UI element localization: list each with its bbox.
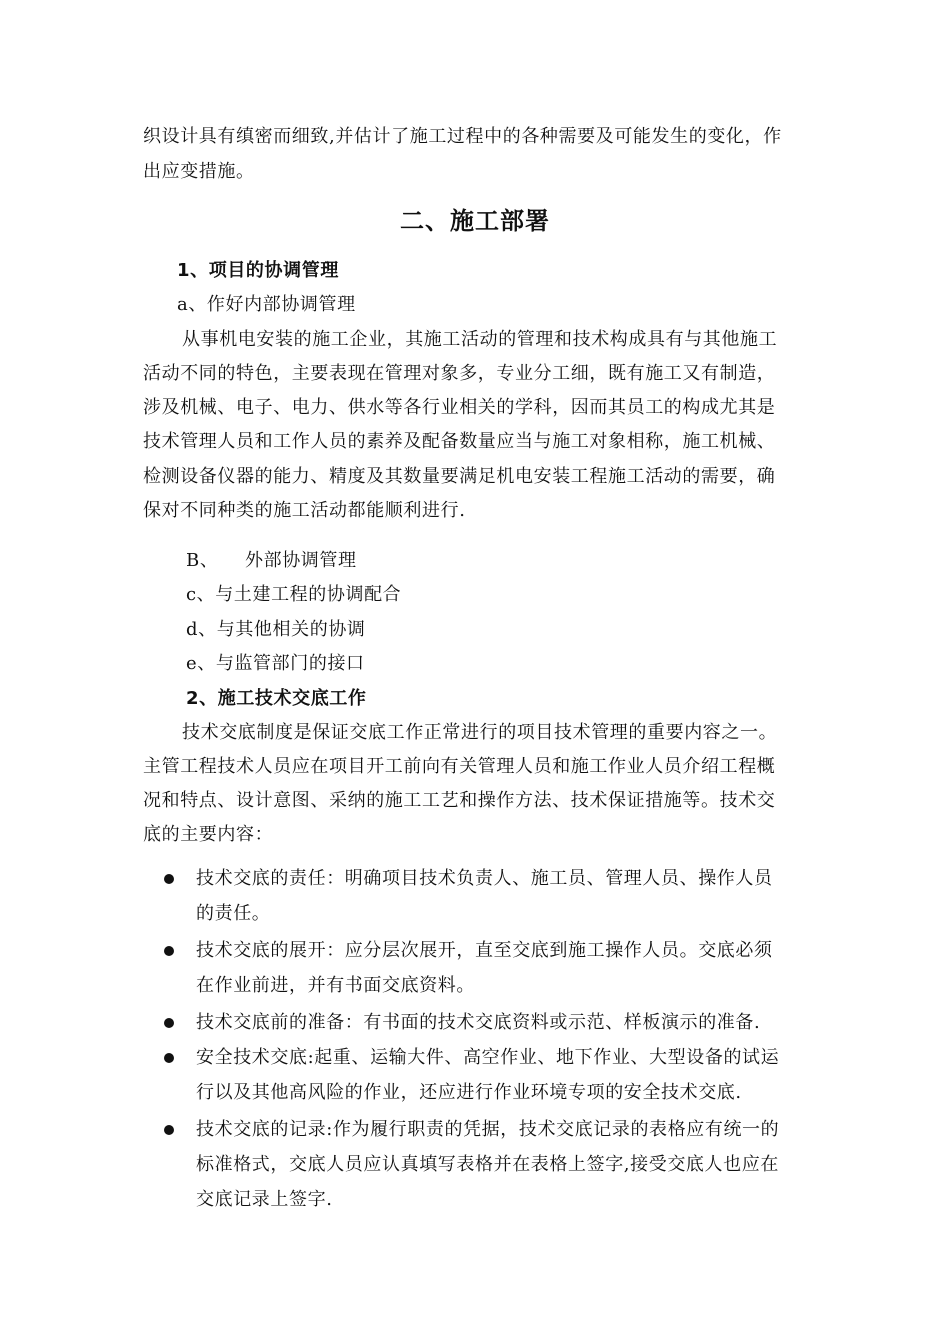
subsection-title-2: 2、施工技术交底工作 (186, 688, 367, 709)
paragraph-line: 况和特点、设计意图、采纳的施工工艺和操作方法、技术保证措施等。技术交 (143, 790, 776, 811)
item-b-title: 外部协调管理 (245, 550, 357, 571)
bullet-line: 技术交底的展开：应分层次展开，直至交底到施工操作人员。交底必须 (196, 940, 773, 961)
bullet-line: 技术交底的责任：明确项目技术负责人、施工员、管理人员、操作人员 (196, 868, 773, 889)
bullet-line: 在作业前进，并有书面交底资料。 (196, 975, 475, 996)
bullet-line: 的责任。 (196, 903, 271, 924)
bullet-line: 标准格式，交底人员应认真填写表格并在表格上签字,接受交底人也应在 (196, 1154, 779, 1175)
bullet-dot-icon (164, 874, 174, 884)
item-c-title: c、与土建工程的协调配合 (186, 584, 402, 605)
bullet-dot-icon (164, 1053, 174, 1063)
paragraph-line: 检测设备仪器的能力、精度及其数量要满足机电安装工程施工活动的需要，确 (143, 466, 776, 487)
subsection-title-1: 1、项目的协调管理 (177, 260, 339, 281)
bullet-line: 行以及其他高风险的作业，还应进行作业环境专项的安全技术交底. (196, 1082, 742, 1103)
bullet-dot-icon (164, 1125, 174, 1135)
item-e-title: e、与监管部门的接口 (186, 653, 365, 674)
bullet-line: 交底记录上签字. (196, 1189, 333, 1210)
section-title: 二、施工部署 (400, 207, 550, 235)
bullet-dot-icon (164, 946, 174, 956)
intro-line-1: 织设计具有缜密而细致,并估计了施工过程中的各种需要及可能发生的变化，作 (143, 126, 782, 147)
bullet-line: 技术交底前的准备：有书面的技术交底资料或示范、样板演示的准备. (196, 1012, 761, 1033)
paragraph-line: 保对不同种类的施工活动都能顺利进行. (143, 500, 466, 521)
paragraph-line: 从事机电安装的施工企业，其施工活动的管理和技术构成具有与其他施工 (182, 329, 778, 350)
paragraph-line: 活动不同的特色，主要表现在管理对象多，专业分工细，既有施工又有制造， (143, 363, 776, 384)
paragraph-line: 底的主要内容： (143, 824, 274, 845)
bullet-line: 安全技术交底:起重、运输大件、高空作业、地下作业、大型设备的试运 (196, 1047, 780, 1068)
bullet-line: 技术交底的记录:作为履行职责的凭据，技术交底记录的表格应有统一的 (196, 1119, 780, 1140)
paragraph-line: 涉及机械、电子、电力、供水等各行业相关的学科，因而其员工的构成尤其是 (143, 397, 776, 418)
intro-line-2: 出应变措施。 (143, 161, 255, 182)
paragraph-line: 主管工程技术人员应在项目开工前向有关管理人员和施工作业人员介绍工程概 (143, 756, 776, 777)
bullet-dot-icon (164, 1018, 174, 1028)
paragraph-line: 技术管理人员和工作人员的素养及配备数量应当与施工对象相称，施工机械、 (143, 431, 776, 452)
item-a-title: a、作好内部协调管理 (177, 294, 356, 315)
item-b-label: B、 (186, 550, 219, 571)
item-d-title: d、与其他相关的协调 (186, 619, 366, 640)
paragraph-line: 技术交底制度是保证交底工作正常进行的项目技术管理的重要内容之一。 (182, 722, 778, 743)
